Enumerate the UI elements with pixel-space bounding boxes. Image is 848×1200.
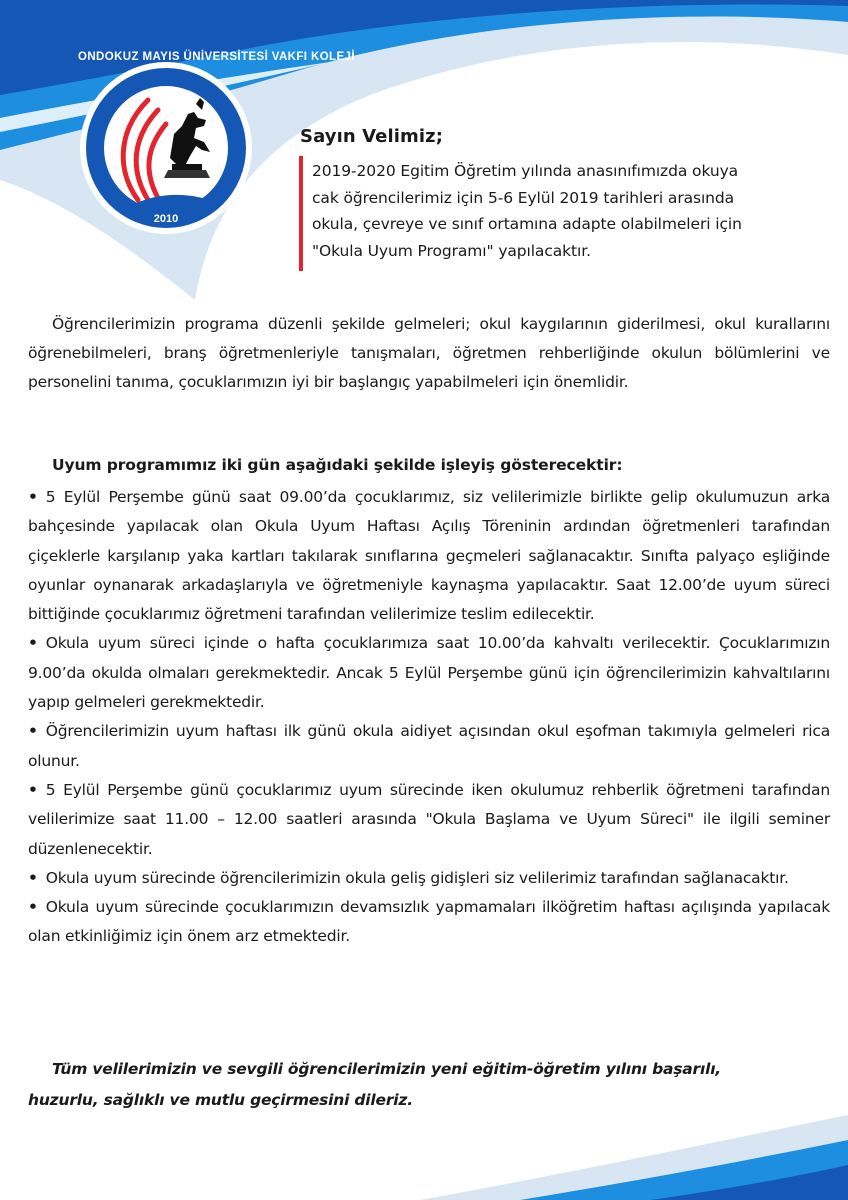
section-heading: Uyum programımız iki gün aşağıdaki şekilde işleyiş gösterecektir: <box>52 456 623 474</box>
bullet-icon: • <box>28 488 38 506</box>
greeting-line: "Okula Uyum Programı" yapılacaktır. <box>312 241 591 260</box>
list-item-text: Okula uyum sürecinde çocuklarımızın devamsızlık yapmamaları ilköğretim haftası açılışında yapılacak olan etkinliğimiz için önem arz etmektedir. <box>28 898 830 946</box>
bullet-icon: • <box>28 722 38 741</box>
greeting-line: cak öğrencilerimiz için 5-6 Eylül 2019 tarihleri arasında <box>312 188 735 207</box>
intro-paragraph: Öğrencilerimizin programa düzenli şekilde gelmeleri; okul kaygılarının giderilmesi, okul kurallarını öğrenebilmeleri, branş öğretmenleriyle tanışmaları, öğretmen rehberliğinde okulun bölümlerini ve personelini tanıma, çocuklarımızın iyi bir başlangıç yapabilmeleri için önemlidir. <box>28 315 830 391</box>
greeting-accent-bar <box>299 156 303 271</box>
closing-line: huzurlu, sağlıklı ve mutlu geçirmesini dileriz. <box>28 1091 413 1109</box>
greeting-title: Sayın Velimiz; <box>300 126 444 147</box>
closing-line: Tüm velilerimizin ve sevgili öğrencilerimizin yeni eğitim-öğretim yılını başarılı, <box>52 1060 721 1078</box>
greeting-line: 2019-2020 Egitim Öğretim yılında anasınıfımızda okuya <box>312 162 739 180</box>
list-item-text: 5 Eylül Perşembe günü çocuklarımız uyum sürecinde iken okulumuz rehberlik öğretmeni tarafından velilerimize saat 11.00 – 12.00 saatleri arasında "Okula Başlama ve Uyum Süreci" ile ilgili seminer düzenlenecektir. <box>28 780 830 858</box>
list-item <box>28 864 830 893</box>
list-item <box>28 629 830 717</box>
list-item-text: 5 Eylül Perşembe günü saat 09.00’da çocuklarımız, siz velilerimizle birlikte gelip okulumuzun arka bahçesinde yapılacak olan Okula Uyum Haftası Açılış Töreninin ardından öğretmenleri tarafından çiçeklerle karşılanıp yaka kartları takılarak sınıflarına geçmeleri sağlanacaktır. Sınıfta palyaço eşliğinde oyunlar oynanarak arkadaşlarıyla ve öğretmeniyle kaynaşma yapılacaktır. Saat 12.00’de uyum süreci bittiğinde çocuklarımız öğretmeni tarafından velilerimize teslim edilecektir. <box>28 488 830 624</box>
list-item <box>28 893 830 952</box>
school-logo <box>78 51 355 236</box>
bullet-icon: • <box>28 898 38 917</box>
bullet-icon: • <box>28 634 38 653</box>
bullet-list <box>28 483 830 952</box>
greeting-line: okula, çevreye ve sınıf ortamına adapte olabilmeleri için <box>312 215 742 233</box>
logo-year: 2010 <box>153 213 179 225</box>
list-item <box>28 717 830 776</box>
greeting-text <box>312 158 832 264</box>
bullet-icon: • <box>28 780 38 799</box>
list-item-text: Öğrencilerimizin uyum haftası ilk günü okula aidiyet açısından okul eşofman takımıyla gelmeleri rica olunur. <box>28 722 830 770</box>
list-item-text: Okula uyum sürecinde öğrencilerimizin okula geliş gidişleri siz velilerimiz tarafından sağlanacaktır. <box>45 868 789 887</box>
closing-message <box>28 1054 798 1116</box>
logo-ring-text: ONDOKUZ MAYIS ÜNİVERSİTESİ VAKFI KOLEJİ <box>78 51 355 63</box>
bullet-icon: • <box>28 868 38 887</box>
list-item <box>28 483 830 629</box>
list-item-text: Okula uyum süreci içinde o hafta çocuklarımıza saat 10.00’da kahvaltı verilecektir. Çocuklarımızın 9.00’da okulda olmaları gerekmektedir. Ancak 5 Eylül Perşembe günü için öğrencilerimizin kahvaltılarını yapıp gelmeleri gerekmektedir. <box>28 634 830 712</box>
list-item <box>28 776 830 864</box>
